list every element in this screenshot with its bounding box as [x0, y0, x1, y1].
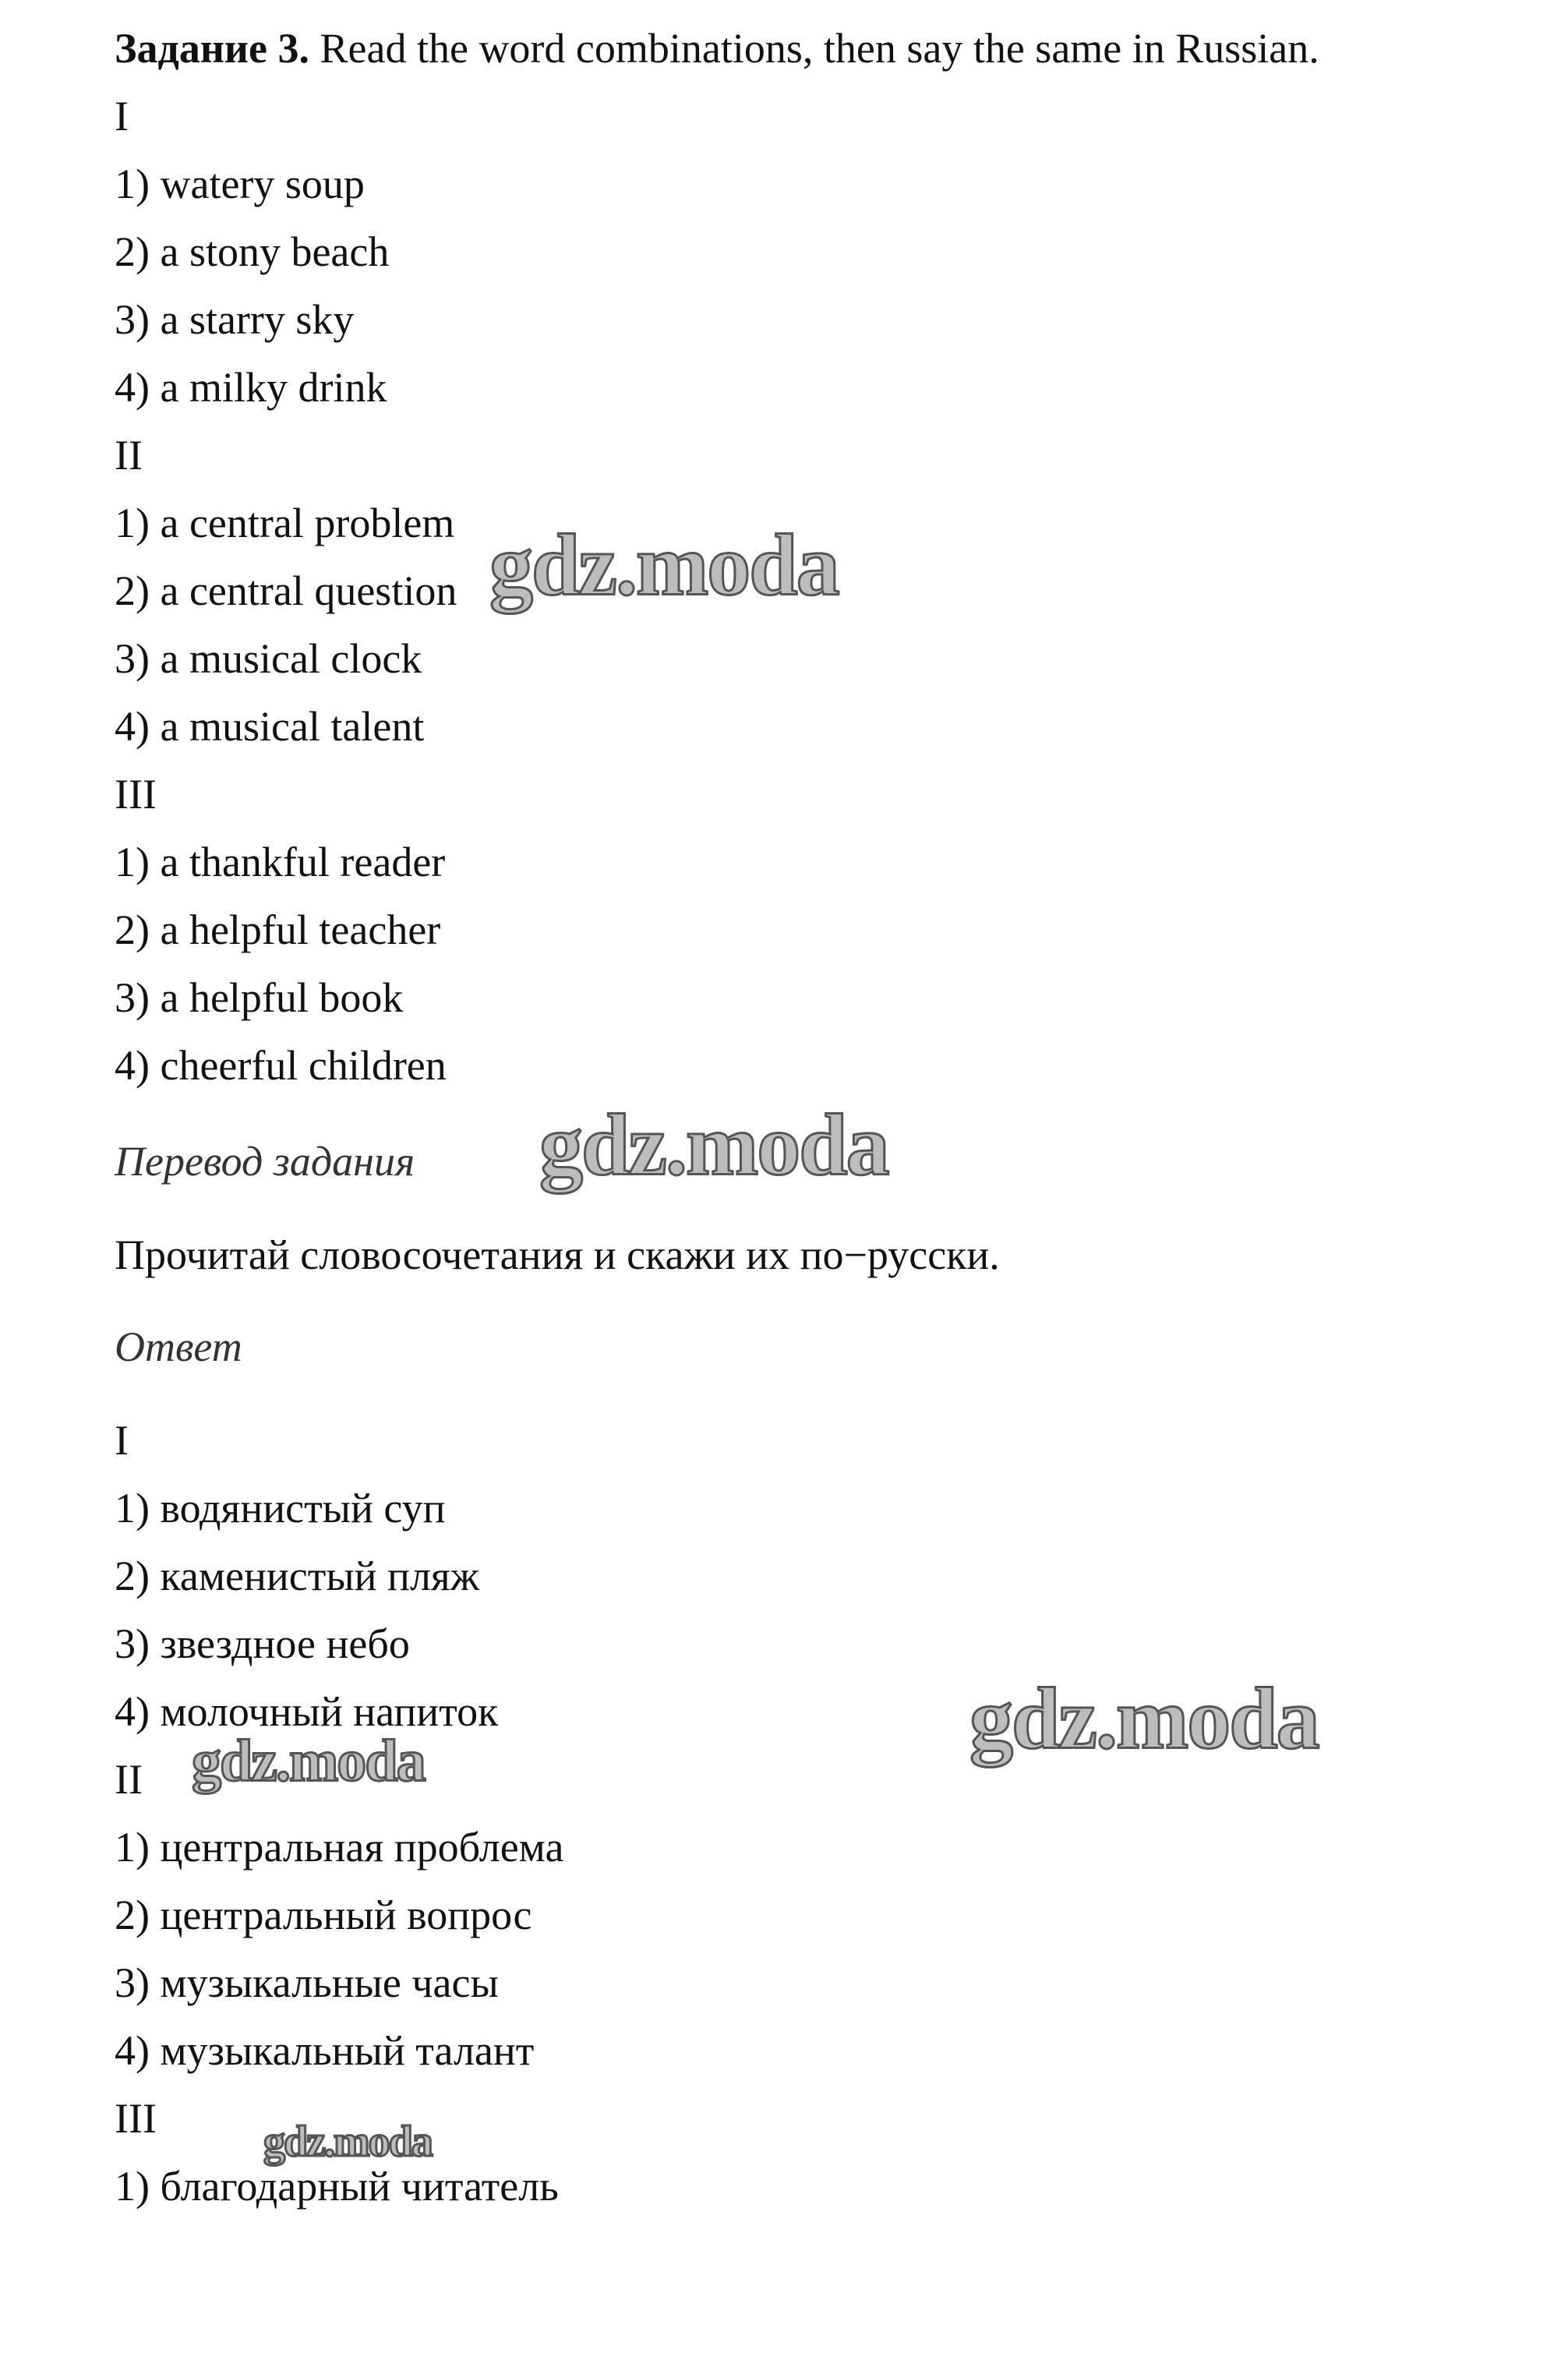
- section-heading: I: [115, 1417, 129, 1464]
- list-item: 1) watery soup: [115, 161, 365, 207]
- watermark: gdz.moda: [192, 1728, 425, 1794]
- section-heading: II: [115, 1756, 143, 1803]
- watermark: gdz.moda: [263, 2118, 432, 2166]
- watermark: gdz.moda: [489, 517, 839, 614]
- list-item: 1) a central problem: [115, 500, 455, 546]
- translation-text: Прочитай словосочетания и скажи их по−русски.: [115, 1231, 1000, 1278]
- list-item: 4) cheerful children: [115, 1042, 447, 1089]
- list-item: 4) a musical talent: [115, 703, 425, 750]
- list-item: 1) a thankful reader: [115, 839, 446, 885]
- list-item: 1) водянистый суп: [115, 1485, 446, 1532]
- list-item: 4) музыкальный талант: [115, 2027, 535, 2074]
- list-item: 2) a stony beach: [115, 228, 390, 275]
- list-item: 3) a helpful book: [115, 974, 404, 1021]
- list-item: 3) звездное небо: [115, 1620, 410, 1667]
- list-item: 3) a starry sky: [115, 296, 355, 343]
- list-item: 4) молочный напиток: [115, 1688, 499, 1735]
- list-item: 3) a musical clock: [115, 635, 422, 682]
- answer-heading: Ответ: [115, 1323, 242, 1370]
- list-item: 2) a helpful teacher: [115, 906, 441, 953]
- section-heading: III: [115, 771, 157, 818]
- list-item: 3) музыкальные часы: [115, 1959, 499, 2006]
- task-label: Задание 3.: [115, 25, 310, 72]
- translation-heading: Перевод задания: [115, 1138, 415, 1185]
- section-heading: II: [115, 432, 143, 479]
- task-title: [115, 25, 1319, 72]
- section-heading: I: [115, 93, 129, 140]
- list-item: 2) a central question: [115, 567, 457, 614]
- list-item: 4) a milky drink: [115, 364, 387, 411]
- list-item: 1) центральная проблема: [115, 1824, 564, 1871]
- list-item: 1) благодарный читатель: [115, 2163, 559, 2210]
- watermark: gdz.moda: [969, 1670, 1319, 1768]
- list-item: 2) каменистый пляж: [115, 1553, 480, 1599]
- watermark: gdz.moda: [539, 1097, 888, 1194]
- section-heading: III: [115, 2095, 157, 2142]
- list-item: 2) центральный вопрос: [115, 1892, 532, 1938]
- task-instruction: Read the word combinations, then say the same in Russian.: [320, 25, 1319, 72]
